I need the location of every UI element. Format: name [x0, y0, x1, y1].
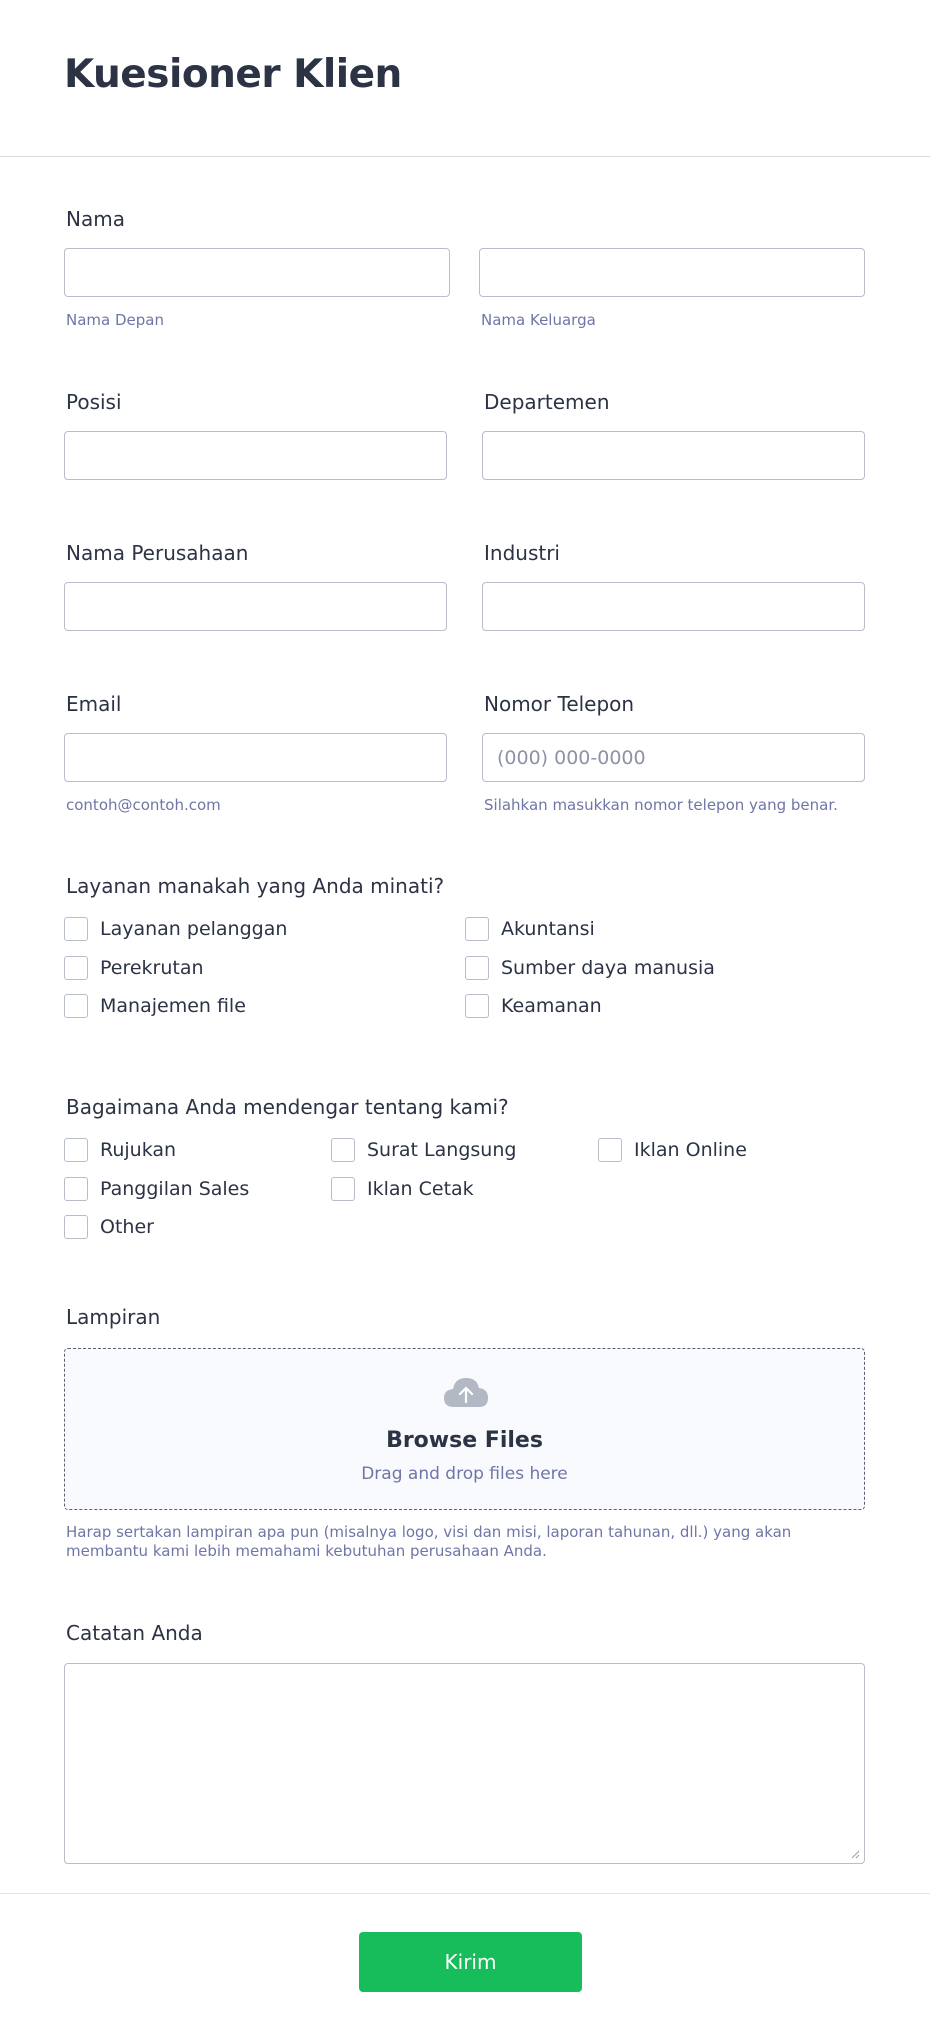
checkbox[interactable] [331, 1177, 355, 1201]
source-option[interactable] [64, 1138, 176, 1162]
checkbox[interactable] [465, 994, 489, 1018]
source-option-label: Surat Langsung [367, 1139, 517, 1161]
browse-files-button[interactable]: Browse Files [386, 1428, 543, 1453]
checkbox[interactable] [64, 1215, 88, 1239]
company-label: Nama Perusahaan [66, 541, 249, 565]
source-option[interactable] [64, 1215, 154, 1239]
attachment-label: Lampiran [66, 1305, 161, 1329]
services-option-label: Akuntansi [501, 918, 595, 940]
services-option[interactable] [465, 956, 715, 980]
checkbox[interactable] [64, 1177, 88, 1201]
source-option-label: Iklan Cetak [367, 1178, 474, 1200]
checkbox[interactable] [64, 994, 88, 1018]
email-input[interactable] [64, 733, 447, 782]
first-name-sublabel: Nama Depan [66, 311, 164, 329]
source-label: Bagaimana Anda mendengar tentang kami? [66, 1095, 509, 1119]
services-option[interactable] [465, 917, 595, 941]
source-option[interactable] [64, 1177, 249, 1201]
attachment-hint: Harap sertakan lampiran apa pun (misalnya logo, visi dan misi, laporan tahunan, dll.) yang akan membantu kami lebih memahami kebutuhan perusahaan Anda. [66, 1523, 792, 1560]
services-option[interactable] [64, 956, 204, 980]
submit-button[interactable]: Kirim [359, 1932, 582, 1992]
services-option-label: Perekrutan [100, 957, 204, 979]
checkbox[interactable] [64, 1138, 88, 1162]
checkbox[interactable] [64, 917, 88, 941]
services-option-label: Layanan pelanggan [100, 918, 288, 940]
page-title: Kuesioner Klien [64, 52, 402, 97]
services-option[interactable] [64, 917, 287, 941]
email-sublabel: contoh@contoh.com [66, 796, 221, 814]
notes-textarea[interactable] [64, 1663, 865, 1864]
resize-grip-icon[interactable] [851, 1850, 860, 1859]
name-label: Nama [66, 207, 125, 231]
company-input[interactable] [64, 582, 447, 631]
source-option-label: Other [100, 1216, 154, 1238]
checkbox[interactable] [64, 956, 88, 980]
department-label: Departemen [484, 390, 610, 414]
source-option[interactable] [331, 1138, 516, 1162]
source-option[interactable] [598, 1138, 747, 1162]
services-option[interactable] [465, 994, 602, 1018]
services-label: Layanan manakah yang Anda minati? [66, 874, 445, 898]
phone-sublabel: Silahkan masukkan nomor telepon yang benar. [484, 796, 838, 814]
cloud-upload-icon [441, 1373, 491, 1409]
drag-drop-hint: Drag and drop files here [361, 1464, 568, 1484]
industry-label: Industri [484, 541, 560, 565]
notes-label: Catatan Anda [66, 1621, 203, 1645]
source-option-label: Rujukan [100, 1139, 177, 1161]
services-option-label: Manajemen file [100, 995, 246, 1017]
last-name-input[interactable] [479, 248, 865, 297]
services-option[interactable] [64, 994, 246, 1018]
checkbox[interactable] [465, 917, 489, 941]
position-label: Posisi [66, 390, 122, 414]
email-label: Email [66, 692, 122, 716]
source-option[interactable] [331, 1177, 474, 1201]
phone-label: Nomor Telepon [484, 692, 635, 716]
checkbox[interactable] [331, 1138, 355, 1162]
first-name-input[interactable] [64, 248, 450, 297]
form-header [0, 0, 930, 157]
industry-input[interactable] [482, 582, 865, 631]
checkbox[interactable] [465, 956, 489, 980]
checkbox[interactable] [598, 1138, 622, 1162]
department-input[interactable] [482, 431, 865, 480]
services-option-label: Sumber daya manusia [501, 957, 715, 979]
source-option-label: Iklan Online [634, 1139, 747, 1161]
services-option-label: Keamanan [501, 995, 602, 1017]
position-input[interactable] [64, 431, 447, 480]
phone-input[interactable] [482, 733, 865, 782]
file-dropzone[interactable] [64, 1348, 865, 1510]
last-name-sublabel: Nama Keluarga [481, 311, 596, 329]
source-option-label: Panggilan Sales [100, 1178, 250, 1200]
